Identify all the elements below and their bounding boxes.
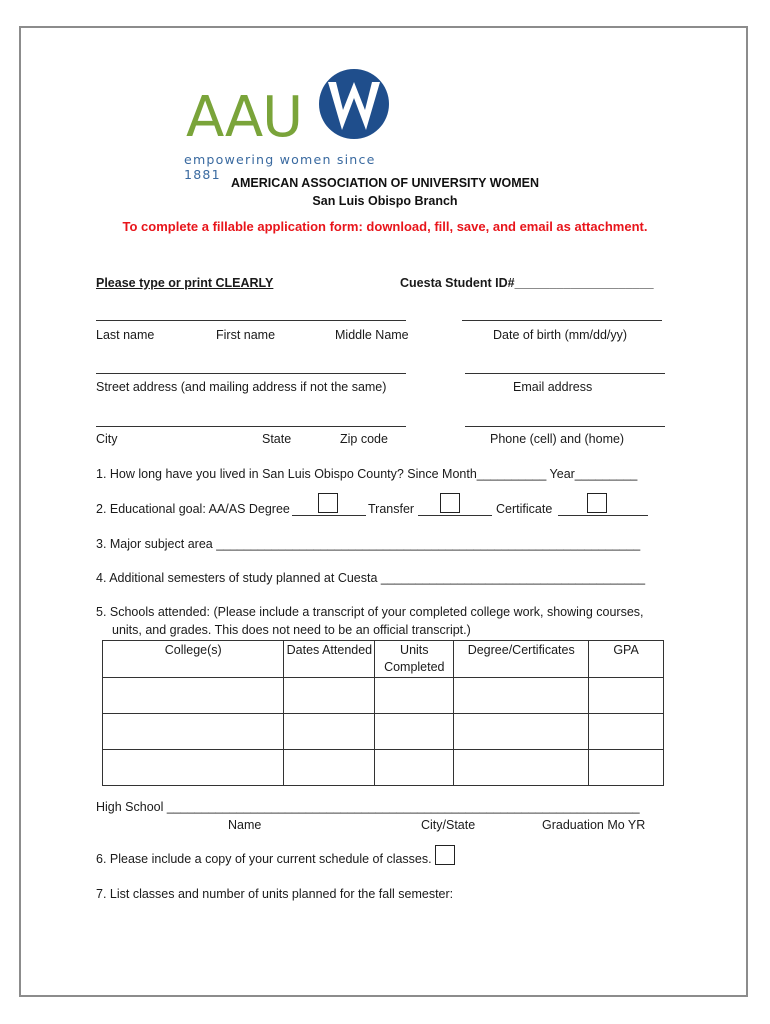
table-cell[interactable] (375, 678, 454, 714)
org-title: AMERICAN ASSOCIATION OF UNIVERSITY WOMEN (230, 176, 540, 190)
question-residence[interactable]: 1. How long have you lived in San Luis Obispo County? Since Month__________ Year_________ (96, 467, 638, 481)
table-cell[interactable] (284, 678, 375, 714)
table-cell[interactable] (589, 714, 664, 750)
schedule-checkbox[interactable] (435, 845, 455, 865)
hs-grad-label: Graduation Mo YR (542, 818, 646, 832)
name-input-line[interactable] (96, 320, 406, 321)
table-cell[interactable] (284, 714, 375, 750)
col-units-completed: Units Completed (375, 641, 454, 678)
street-label: Street address (and mailing address if not the same) (96, 380, 387, 394)
hs-name-label: Name (228, 818, 262, 832)
certificate-line (558, 515, 648, 516)
state-label: State (262, 432, 292, 446)
logo-letters: AAU (186, 85, 303, 150)
schools-table (102, 640, 664, 786)
dob-input-line[interactable] (462, 320, 662, 321)
certificate-label: Certificate (496, 502, 553, 516)
instructions-text: To complete a fillable application form: download, fill, save, and email as attachment. (122, 219, 648, 234)
logo-tagline: empowering women since 1881 (184, 152, 376, 182)
table-cell[interactable] (375, 750, 454, 786)
table-cell[interactable] (103, 714, 284, 750)
table-row (103, 714, 664, 750)
aauw-logo (184, 68, 404, 182)
table-cell[interactable] (454, 678, 589, 714)
transfer-line (418, 515, 492, 516)
last-name-label: Last name (96, 328, 155, 342)
phone-label: Phone (cell) and (home) (490, 432, 625, 446)
col-gpa: GPA (589, 641, 664, 678)
email-label: Email address (513, 380, 593, 394)
table-cell[interactable] (375, 714, 454, 750)
question-edu-goal-label: 2. Educational goal: AA/AS Degree (96, 502, 290, 516)
city-input-line[interactable] (96, 426, 406, 427)
question-major[interactable]: 3. Major subject area _____________________________________________________________ (96, 537, 641, 551)
aa-degree-checkbox[interactable] (318, 493, 338, 513)
street-input-line[interactable] (96, 373, 406, 374)
col-colleges: College(s) (103, 641, 284, 678)
middle-name-label: Middle Name (335, 328, 409, 342)
branch-title: San Luis Obispo Branch (312, 194, 458, 208)
email-input-line[interactable] (465, 373, 665, 374)
col-dates-attended: Dates Attended (284, 641, 375, 678)
transfer-checkbox[interactable] (440, 493, 460, 513)
question-semesters[interactable]: 4. Additional semesters of study planned at Cuesta ______________________________________ (96, 571, 646, 585)
high-school-field[interactable]: High School ____________________________________________________________________ (96, 800, 640, 814)
logo-w-emblem-icon (318, 68, 390, 140)
first-name-label: First name (216, 328, 276, 342)
table-cell[interactable] (454, 714, 589, 750)
table-cell[interactable] (454, 750, 589, 786)
table-cell[interactable] (589, 750, 664, 786)
dob-label: Date of birth (mm/dd/yy) (493, 328, 628, 342)
table-row (103, 678, 664, 714)
question-fall-classes: 7. List classes and number of units planned for the fall semester: (96, 887, 454, 901)
certificate-checkbox[interactable] (587, 493, 607, 513)
table-cell[interactable] (103, 678, 284, 714)
table-cell[interactable] (284, 750, 375, 786)
col-degree: Degree/Certificates (454, 641, 589, 678)
print-clearly-label: Please type or print CLEARLY (96, 276, 274, 290)
table-cell[interactable] (103, 750, 284, 786)
phone-input-line[interactable] (465, 426, 665, 427)
student-id-field[interactable]: Cuesta Student ID#____________________ (400, 276, 654, 290)
question-schedule: 6. Please include a copy of your current schedule of classes. (96, 852, 432, 866)
aa-degree-line (292, 515, 366, 516)
hs-city-label: City/State (421, 818, 476, 832)
question-schools-line1: 5. Schools attended: (Please include a transcript of your completed college work, showing courses, (96, 605, 644, 619)
zip-label: Zip code (340, 432, 388, 446)
city-label: City (96, 432, 118, 446)
table-cell[interactable] (589, 678, 664, 714)
schools-table-header (103, 641, 664, 678)
table-row (103, 750, 664, 786)
question-schools-line2: units, and grades. This does not need to be an official transcript.) (112, 623, 471, 637)
transfer-label: Transfer (368, 502, 415, 516)
